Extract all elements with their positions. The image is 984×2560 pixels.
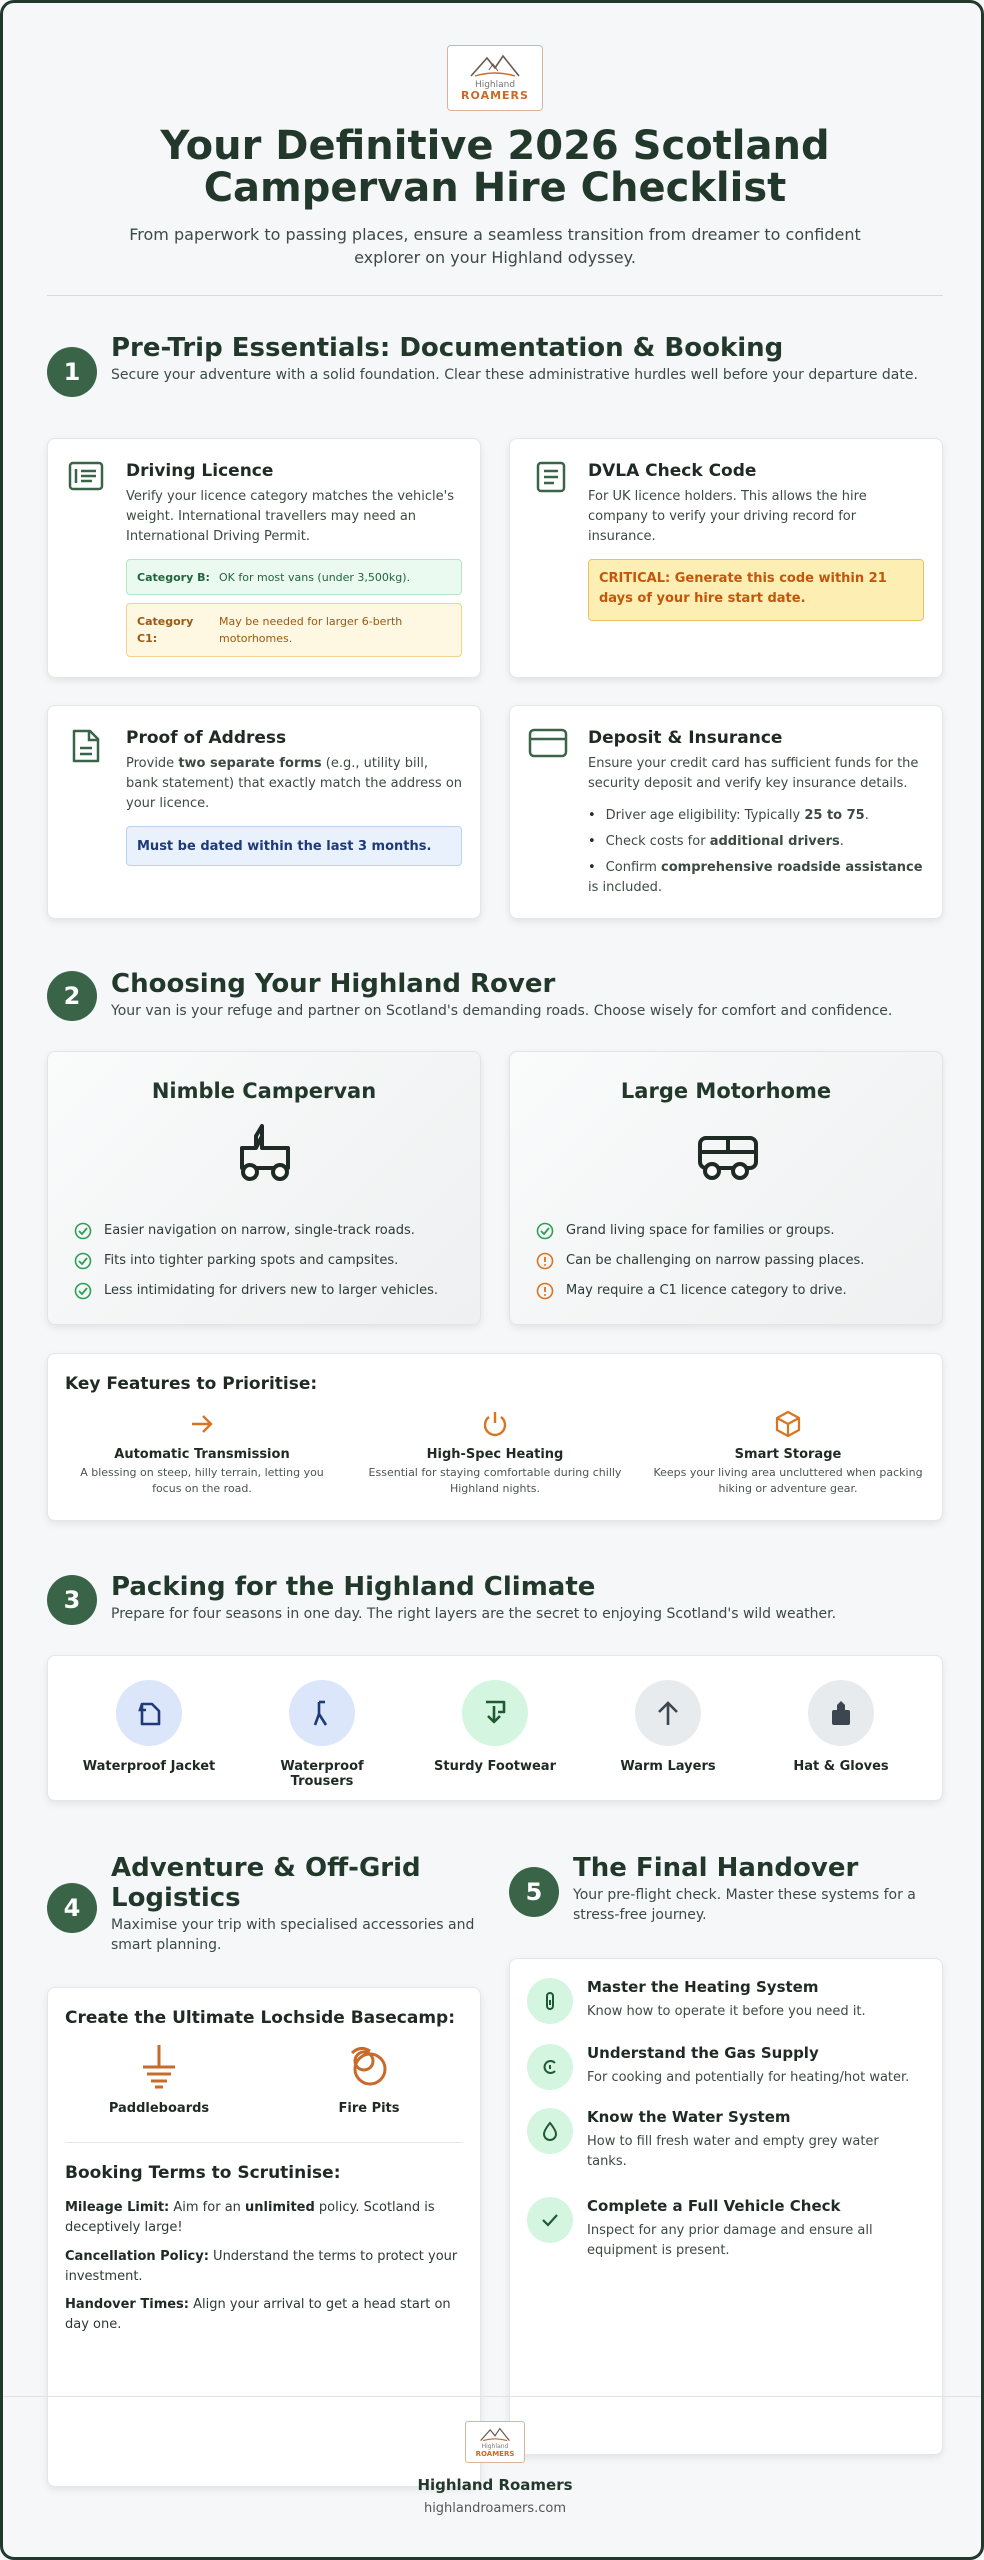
additional-drivers-bullet: • Check costs for additional drivers. [588,832,924,852]
check-circle-icon [536,1222,554,1240]
fire-pit-icon [346,2043,392,2089]
motorhome-card: Large Motorhome Grand living space for families or groups. Can be challenging on narrow passing places. May require a C1 licence category to drive. [509,1051,943,1325]
proof-of-address-card [47,705,481,919]
section-1-desc: Secure your adventure with a solid foundation. Clear these administrative hurdles well before your departure date. [111,367,918,383]
box-icon [773,1409,803,1439]
jacket-icon [134,1698,164,1728]
deposit-insurance-card [509,705,943,919]
hat-icon [826,1698,856,1728]
divider [65,2142,463,2143]
category-b-text: OK for most vans (under 3,500kg). [219,571,411,584]
check-circle-icon [74,1222,92,1240]
packing-item: Sturdy Footwear [420,1680,570,1774]
handover-term: Handover Times: Align your arrival to get a head start on day one. [65,2297,451,2332]
driving-licence-text: Verify your licence category matches the vehicle's weight. International travellers may need an International Driving Permit. [126,489,454,544]
category-c1-text: May be needed for larger 6-berth motorhomes. [219,615,403,645]
check-circle-icon [74,1282,92,1300]
section-1-number: 1 [47,347,97,397]
driving-licence-card [47,438,481,678]
campervan-card: Nimble Campervan Easier navigation on narrow, single-track roads. Fits into tighter parking spots and campsites. Less intimidating for drivers new to larger vehicles. [47,1051,481,1325]
mountain-logo-icon [465,50,525,80]
category-c1-note [126,603,462,657]
key-feature-automatic: Automatic Transmission A blessing on steep, hilly terrain, letting you focus on the road. [67,1409,337,1497]
document-icon [534,461,568,493]
mountain-logo-icon [477,2425,513,2443]
category-b-note [126,559,462,595]
motorhome-title: Large Motorhome [620,1079,832,1103]
credit-card-icon [528,728,568,758]
key-features-title: Key Features to Prioritise: [65,1374,318,1394]
deposit-title: Deposit & Insurance [588,728,783,748]
campervan-icon [232,1122,298,1188]
footer-brand-name: Highland Roamers [417,2476,573,2494]
section-3-title: Packing for the Highland Climate [111,1572,596,1602]
mileage-term: Mileage Limit: Aim for an unlimited policy. Scotland is deceptively large! [65,2200,435,2235]
category-c1-label: Category C1: [137,615,194,645]
section-3-number: 3 [47,1575,97,1625]
section-5-desc: Your pre-flight check. Master these systems for a stress-free journey. [573,1887,916,1923]
boot-icon [480,1698,510,1728]
dvla-title: DVLA Check Code [588,461,757,481]
page-subtitle: From paperwork to passing places, ensure a seamless transition from dreamer to confident explorer on your Highland odyssey. [129,225,861,267]
roadside-assistance-bullet: • Confirm comprehensive roadside assistance is included. [588,858,924,898]
brand-logo[interactable] [447,45,543,111]
section-2-title: Choosing Your Highland Rover [111,969,556,999]
gear-item-fire-pits: Fire Pits [309,2043,429,2116]
proof-of-address-text: Provide two separate forms (e.g., utility bill, bank statement) that exactly match the address on your licence. [126,756,463,811]
address-date-note: Must be dated within the last 3 months. [126,826,462,866]
key-feature-heating: High-Spec Heating Essential for staying comfortable during chilly Highland nights. [360,1409,630,1497]
dvla-check-card [509,438,943,678]
driving-licence-title: Driving Licence [126,461,274,481]
logo-text-bottom: ROAMERS [461,89,529,102]
id-card-icon [68,461,104,491]
section-5-title: The Final Handover [573,1853,859,1883]
check-circle-icon [74,1252,92,1270]
basecamp-title: Create the Ultimate Lochside Basecamp: [65,2008,456,2028]
arrow-up-icon [653,1698,683,1728]
trousers-icon [307,1698,337,1728]
logo-text-top: Highland [474,80,516,90]
category-b-label: Category B: [137,571,210,584]
section-2-desc: Your van is your refuge and partner on Scotland's demanding roads. Choose wisely for comfort and confidence. [111,1003,893,1019]
power-icon [480,1409,510,1439]
warning-circle-icon [536,1282,554,1300]
thermometer-icon [540,1991,560,2011]
packing-item: Waterproof Trousers [247,1680,397,1789]
dvla-critical-note: CRITICAL: Generate this code within 21 days of your hire start date. [588,559,924,621]
section-4-desc: Maximise your trip with specialised accessories and smart planning. [111,1917,475,1953]
packing-item: Waterproof Jacket [74,1680,224,1774]
warning-circle-icon [536,1252,554,1270]
page-title: Your Definitive 2026 Scotland Campervan Hire Checklist [160,123,830,211]
section-4-title: Adventure & Off-Grid Logistics [111,1853,421,1913]
section-4-number: 4 [47,1883,97,1933]
water-drop-icon [540,2121,560,2141]
file-icon [70,728,102,764]
age-eligibility-bullet: • Driver age eligibility: Typically 25 to 75. [588,806,924,826]
gas-icon [540,2057,560,2077]
proof-of-address-title: Proof of Address [126,728,287,748]
page: Highland ROAMERS Your Definitive 2026 Scotland Campervan Hire Checklist From paperwork to passing places, ensure a seamless transition from dreamer to confident explorer on your Highland odyssey. 1 Pre-Trip Essentials: Documentation & Booking Secure your adventure with a solid foundation. Clear these administrative hurdles well before your departure date. Driving Licence Verify your licence category matches the vehicle's weight. International travellers may need an International Driving Permit. Category B: OK for most vans (under 3,500kg). Category C1: May be needed for larger 6-berth motorhomes. DVLA Check Code For UK licence holders. This allows the hire company to verify your driving record for insurance. CRITICAL: Generate this code within 21 days of your hire start date. Proof of Address Provide two separate forms (e.g., utility bill, bank statement) that exactly match the address on your licence. Must be dated within the last 3 months. Deposit & Insurance Ensure your credit card has sufficient funds for the security deposit and verify key insurance details. • Driver age eligibility: Typically 25 to 75. • Check costs for additional drivers. • Confirm comprehensive roadside assistance is included. 2 Choosing Your Highland Rover Your van is your refuge and partner on Scotland's demanding roads. Choose wisely for comfort and confidence. Nimble Campervan Easier navigation on narrow, single-track roads. Fits into tighter parking spots and campsites. Less intimidating for drivers new to larger vehicles. Large Motorhome Grand living space for families or groups. Can be challenging on narrow passing places. May require a C1 licence category to drive. Key Features to Prioritise: Automatic Transmission A blessing on steep, hilly terrain, letting you focus on the road. High-Spec Heating Essential for staying comfortable during chilly Highland nights. Smart Storage Keeps your living area uncluttered when packing hiking or adventure gear. 3 Packing for the Highland Climate Prepare for four seasons in one day. The right layers are the secret to enjoying Scotland's wild weather. Waterproof Jacket Waterproof Trousers Sturdy Footwear Warm Layers Hat & Gloves 4 Adventure & Off-Grid Logistics Maximise your trip with specialised accessories and smart planning. Create the Ultimate Lochside Basecamp: Paddleboards Fire Pits Booking Terms to Scrutinise: Mileage Limit: Aim for an unlimited policy. Scotland is deceptively large! Cancellation Policy: Understand the terms to protect your investment. Handover Times: Align your arrival to get a head start on day one. 5 The Final Handover Your pre-flight check. Master these systems for a stress-free journey. Master the Heating System Know how to operate it before you need it. Understand the Gas Supply For cooking and potentially for heating/hot water. Know the Water System How to fill fresh water and empty grey water tanks. Complete a Full Vehicle Check Inspect for any prior damage and ensure all equipment is present. Highland ROAMERS Highland Roamers highlandroamers.com [0,0,984,2560]
motorhome-icon [694,1122,760,1188]
key-feature-storage: Smart Storage Keeps your living area uncluttered when packing hiking or adventure gear. [653,1409,923,1497]
arrow-right-icon [187,1409,217,1439]
divider [47,295,943,296]
section-2-number: 2 [47,971,97,1021]
deposit-text: Ensure your credit card has sufficient funds for the security deposit and verify key insurance details. [588,756,919,791]
section-1-title: Pre-Trip Essentials: Documentation & Booking [111,333,784,363]
gear-item-paddleboards: Paddleboards [99,2043,219,2116]
paddleboard-icon [137,2043,181,2089]
section-3-desc: Prepare for four seasons in one day. The right layers are the secret to enjoying Scotland's wild weather. [111,1606,837,1622]
check-icon [540,2210,560,2230]
campervan-title: Nimble Campervan [151,1079,377,1103]
cancellation-term: Cancellation Policy: Understand the terms to protect your investment. [65,2249,458,2284]
packing-item: Warm Layers [593,1680,743,1774]
footer-url[interactable]: highlandroamers.com [423,2501,567,2516]
packing-item: Hat & Gloves [766,1680,916,1774]
section-5-number: 5 [509,1867,559,1917]
footer-divider [3,2396,984,2397]
footer-logo[interactable]: Highland ROAMERS [465,2421,525,2463]
booking-terms-title: Booking Terms to Scrutinise: [65,2163,341,2183]
dvla-text: For UK licence holders. This allows the hire company to verify your driving record for insurance. [588,489,867,544]
